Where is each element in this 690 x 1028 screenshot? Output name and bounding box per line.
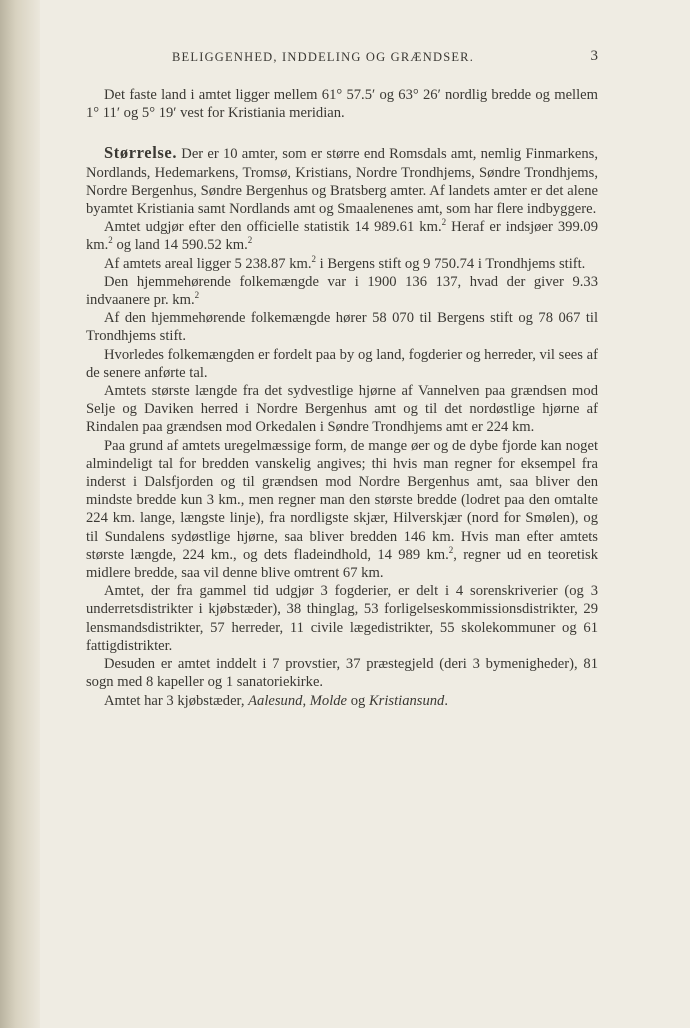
paragraph-population	[86, 273, 598, 309]
separator: .	[444, 692, 449, 709]
separator: og	[347, 692, 369, 709]
superscript: 2	[247, 235, 253, 246]
paragraph-width	[86, 437, 598, 583]
running-title: BELIGGENHED, INDDELING OG GRÆNDSER.	[172, 50, 475, 64]
paragraph-distribution	[86, 346, 598, 382]
paragraph-text: , regner ud en teoretisk midlere bredde, saa vil denne blive omtrent 67 km.	[86, 546, 598, 582]
superscript: 2	[108, 235, 113, 246]
paragraph-text: i Bergens stift og 9 750.74 i Trondhjems stift.	[316, 255, 586, 272]
paragraph-text: Det faste land i amtet ligger mellem 61° 57.5′ og 63° 26′ nordlig bredde og mellem 1° 11′ og 5° 19′ vest for Kristiania meridian.	[86, 87, 598, 122]
superscript: 2	[194, 290, 200, 301]
paragraph-church	[86, 655, 598, 691]
town-kristiansund: Kristiansund	[368, 692, 445, 709]
book-spine-shadow	[0, 0, 40, 1028]
paragraph-text: Amtets største længde fra det sydvestlige hjørne af Vannelven paa grændsen mod Selje og Daviken herred i Nordre Bergenhus amt og til det nordøstlige hjørne af Rindalen paa grændsen mod Orkedalen i Søndre Trondhjems amt er 224 km.	[86, 383, 598, 436]
paragraph-text: Den hjemmehørende folkemængde var i 1900 136 137, hvad der giver 9.33 indvaanere pr. km.	[86, 273, 598, 309]
running-head	[86, 50, 598, 72]
page-number: 3	[590, 48, 598, 64]
paragraph-text: Desuden er amtet inddelt i 7 provstier, 37 præstegjeld (deri 3 bymenigheder), 81 sogn med 8 kapeller og 1 sanatoriekirke.	[86, 656, 598, 691]
town-aalesund: Aalesund	[248, 692, 303, 709]
paragraph-text: og land 14 590.52 km.	[112, 237, 248, 254]
paragraph-length	[86, 382, 598, 437]
paragraph-text: Af den hjemmehørende folkemængde hører 58 070 til Bergens stift og 78 067 til Trondhjems stift.	[86, 310, 598, 345]
section-keyword: Størrelse.	[104, 143, 178, 163]
superscript: 2	[448, 545, 454, 556]
paragraph-towns	[86, 692, 598, 710]
paragraph-divisions	[86, 582, 598, 655]
paragraph-text: Der er 10 amter, som er større end Romsdals amt, nemlig Finmarkens, Nordlands, Hedemarkens, Tromsø, Kristians, Nordre Trondhjems, Søndre Trondhjems, Nordre Bergenhus, Søndre Bergenhus og Bratsberg amter. Af landets amter er det alene byamtet Kristiania samt Nordlands amt og Smaalenenes amt, som har flere indbyggere.	[86, 146, 598, 218]
superscript: 2	[441, 217, 447, 228]
paragraph-stift-area	[86, 255, 598, 273]
paragraph-text: Af amtets areal ligger 5 238.87 km.	[104, 255, 312, 272]
paragraph-size	[86, 144, 598, 218]
page-body	[86, 50, 598, 710]
paragraph-text: Heraf er indsjøer 399.09 km.	[86, 219, 599, 254]
paragraph-text: Hvorledes folkemængden er fordelt paa by og land, fogderier og herreder, vil sees af de senere anførte tal.	[86, 346, 598, 381]
paragraph-text: Amtet udgjør efter den officielle statistik 14 989.61 km.	[104, 219, 442, 236]
paragraph-latitude	[86, 86, 598, 122]
town-molde: Molde	[309, 692, 348, 709]
superscript: 2	[311, 253, 316, 264]
separator: ,	[302, 692, 310, 709]
paragraph-population-stift	[86, 309, 598, 345]
paragraph-area	[86, 218, 598, 254]
paragraph-text: Amtet, der fra gammel tid udgjør 3 fogderier, er delt i 4 sorenskriverier (og 3 underretsdistrikter i kjøbstæder), 38 thinglag, 53 forligelseskommissionsdistrikter, 29 lensmandsdistrikter, 57 herreder, 11 civile lægedistrikter, 55 skolekommuner og 61 fattigdistrikter.	[86, 583, 598, 654]
paragraph-text: Paa grund af amtets uregelmæssige form, de mange øer og de dybe fjorde kan noget almindeligt tal for bredden vanskelig angives; thi hvis man regner for eksempel fra inderst i Dalsfjorden og til grændsen mod Nordre Bergenhus amt, saa bliver den mindste bredde kun 3 km., men regner man den største bredde (lodret paa den omtalte 224 km. lange, længste linje), fra nordligste skjær, Hilverskjær (nord for Smølen), og til Sundalens sydøstlige hjørne, saa bliver bredden 146 km. Hvis man efter amtets største længde, 224 km., og dets fladeindhold, 14 989 km.	[86, 437, 598, 563]
paragraph-text: Amtet har 3 kjøbstæder,	[104, 692, 249, 709]
